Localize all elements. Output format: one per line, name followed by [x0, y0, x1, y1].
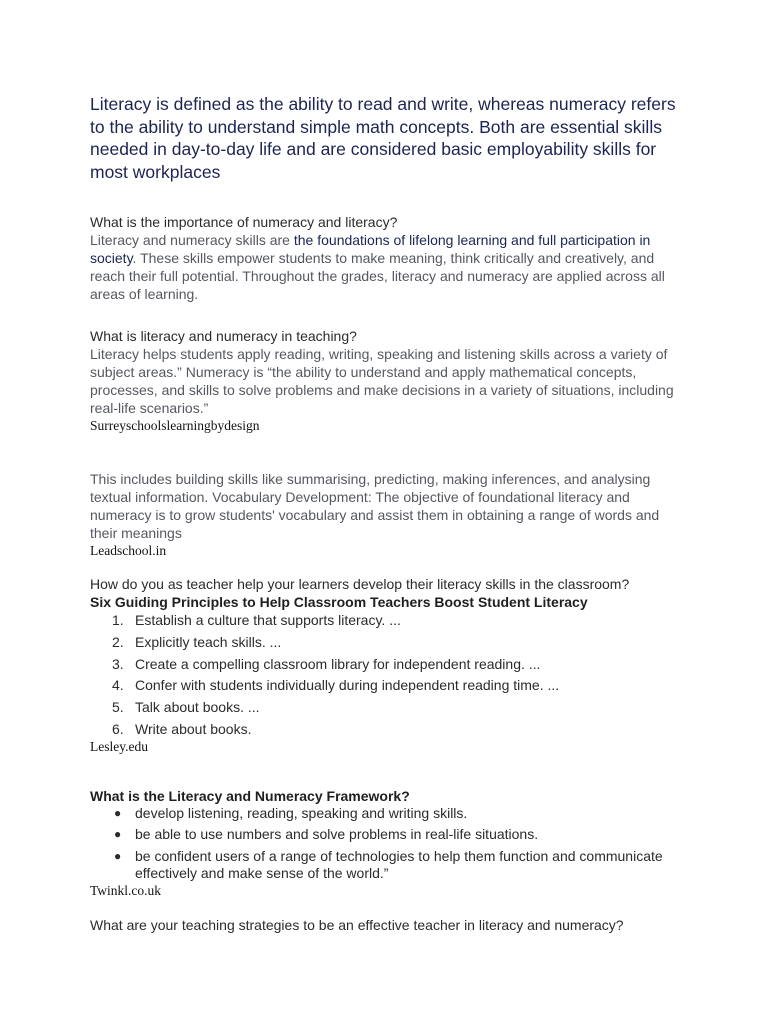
section-framework — [90, 787, 690, 899]
answer-importance — [90, 231, 690, 303]
question-classroom: How do you as teacher help your learners develop their literacy skills in the classroom? — [90, 576, 630, 592]
section-importance — [90, 213, 690, 303]
answer-importance-highlight: the foundations of lifelong learning and full participation in society — [90, 232, 651, 266]
list-item-text: Talk about books. ... — [135, 699, 260, 716]
framework-list — [90, 805, 690, 882]
question-strategies: What are your teaching strategies to be an effective teacher in literacy and numeracy? — [90, 916, 624, 933]
list-item — [90, 655, 690, 673]
list-item-text: Confer with students individually during independent reading time. ... — [135, 677, 560, 694]
document-page — [90, 93, 690, 934]
list-item-text: Establish a culture that supports literacy. ... — [135, 612, 401, 628]
source-lesley: Lesley.edu — [90, 738, 148, 754]
framework-heading: What is the Literacy and Numeracy Framework? — [90, 787, 410, 804]
principles-heading: Six Guiding Principles to Help Classroom Teachers Boost Student Literacy — [90, 594, 588, 610]
list-item-text: be confident users of a range of technologies to help them function and communicate effectively and make sense of the world.” — [135, 847, 663, 881]
list-item-text: Create a compelling classroom library for independent reading. ... — [135, 655, 541, 672]
question-teaching: What is literacy and numeracy in teaching? — [90, 328, 357, 344]
question-importance: What is the importance of numeracy and literacy? — [90, 214, 398, 230]
principles-list — [90, 611, 690, 738]
list-item-number: 3. — [112, 655, 124, 672]
section-foundational — [90, 470, 690, 559]
list-item — [90, 633, 690, 651]
list-item-text: be able to use numbers and solve problems in real-life situations. — [135, 826, 539, 843]
bullet-icon: ● — [114, 805, 122, 820]
bullet-icon: ● — [114, 827, 122, 842]
list-item-text: Explicitly teach skills. ... — [135, 633, 282, 650]
list-item — [90, 848, 690, 882]
answer-importance-rest: . These skills empower students to make meaning, think critically and creatively, and reach their full potential. Throughout the grades, literacy and numeracy are applied across all areas of learning. — [90, 250, 665, 302]
answer-foundational: This includes building skills like summarising, predicting, making inferences, and analysing textual information. Vocabulary Development: The objective of foundational literacy and numeracy is to grow students' vocabulary and assist them in obtaining a range of words and their meanings — [90, 471, 660, 541]
source-surrey: Surreyschoolslearningbydesign — [90, 418, 260, 433]
list-item — [90, 611, 690, 629]
list-item-number: 2. — [112, 633, 124, 650]
list-item-text: Write about books. — [135, 720, 252, 737]
list-item — [90, 676, 690, 694]
answer-importance-start: Literacy and numeracy skills are — [90, 232, 294, 248]
answer-teaching: Literacy helps students apply reading, writing, speaking and listening skills across a variety of subject areas.” Numeracy is “the ability to understand and apply mathematical concepts, processes, and skills to solve problems and make decisions in a variety of situations, including real-life scenarios.” — [90, 346, 674, 416]
bullet-icon: ● — [114, 848, 122, 863]
list-item — [90, 805, 690, 822]
source-twinkl: Twinkl.co.uk — [90, 882, 162, 898]
list-item-number: 1. — [112, 612, 124, 628]
list-item-number: 4. — [112, 677, 124, 694]
list-item — [90, 720, 690, 738]
section-teaching — [90, 327, 690, 434]
list-item — [90, 826, 690, 843]
list-item-number: 5. — [112, 699, 124, 716]
list-item — [90, 698, 690, 716]
section-principles — [90, 575, 690, 755]
list-item-text: develop listening, reading, speaking and writing skills. — [135, 804, 468, 821]
list-item-number: 6. — [112, 720, 124, 737]
intro-paragraph: Literacy is defined as the ability to read and write, whereas numeracy refers to the ability to understand simple math concepts. Both are essential skills needed in day-to-day life and are considered basic employability skills for most workplaces — [90, 94, 676, 182]
source-leadschool: Leadschool.in — [90, 543, 167, 558]
